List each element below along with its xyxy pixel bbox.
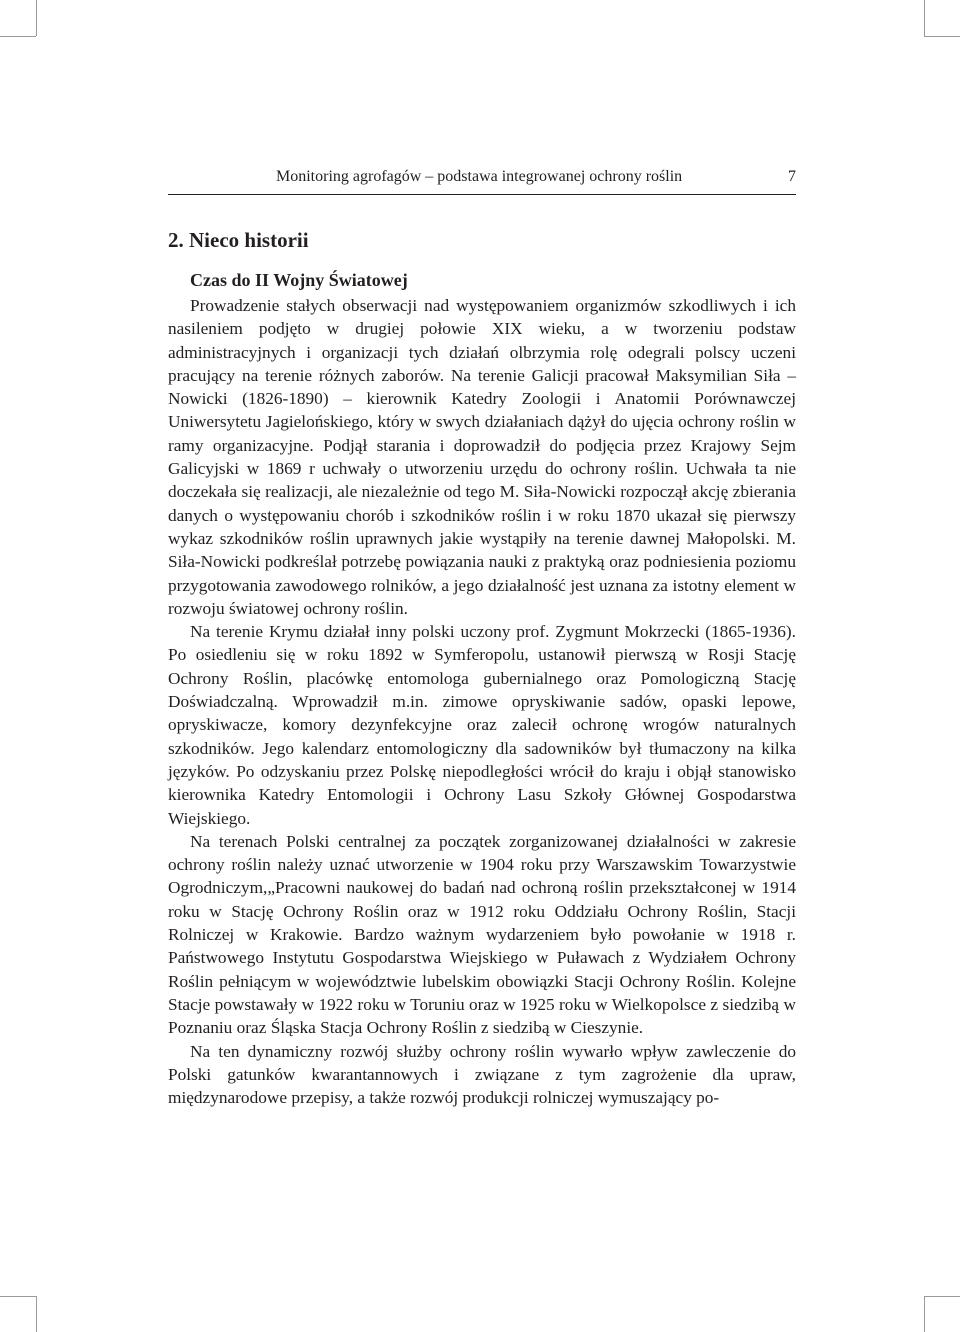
crop-mark-bottom-left [36,1296,37,1332]
header-rule [168,194,796,195]
running-header [168,168,796,192]
paragraph: Na terenach Polski centralnej za początek zorganizowanej działalności w zakresie ochrony roślin należy uznać utworzenie w 1904 roku przy Warszawskim Towarzystwie Ogrodniczym,„Pracowni naukowej do badań nad ochroną roślin przekształconej w 1914 roku w Stację Ochrony Roślin oraz w 1912 roku Oddziału Ochrony Roślin, Stacji Rolniczej w Krakowie. Bardzo ważnym wydarzeniem było powołanie w 1918 r. Państwowego Instytutu Gospodarstwa Wiejskiego w Puławach z Wydziałem Ochrony Roślin pełniącym w województwie lubelskim obowiązki Stacji Ochrony Roślin. Kolejne Stacje powstawały w 1922 roku w Toruniu oraz w 1925 roku w Wielkopolsce z siedzibą w Poznaniu oraz Śląska Stacja Ochrony Roślin z siedzibą w Cieszynie. [168,831,796,1038]
page-content [168,226,796,1109]
crop-mark-bottom-right-h [924,1296,960,1297]
section-title: 2. Nieco historii [168,228,309,252]
paragraph: Na terenie Krymu działał inny polski uczony prof. Zygmunt Mokrzecki (1865-1936). Po osiedleniu się w roku 1892 w Symferopolu, ustanowił pierwszą w Rosji Stację Ochrony Roślin, placówkę entomologa gubernialnego oraz Pomologiczną Stację Doświadczalną. Wprowadził m.in. zimowe opryskiwanie sadów, opaski lepowe, opryskiwacze, komory dezynfekcyjne oraz zalecił ochronę wrogów naturalnych szkodników. Jego kalendarz entomologiczny dla sadowników był tłumaczony na kilka języków. Po odzyskaniu przez Polskę niepodległości wrócił do kraju i objął stanowisko kierownika Katedry Entomologii i Ochrony Lasu Szkoły Głównej Gospodarstwa Wiejskiego. [168,622,796,828]
crop-mark-bottom-left-h [0,1296,36,1297]
paragraph: Na ten dynamiczny rozwój służby ochrony roślin wywarło wpływ zawleczenie do Polski gatunków kwarantannowych i związane z tym zagrożenie dla upraw, międzynarodowe przepisy, a także rozwój produkcji rolniczej wymuszający po- [168,1041,796,1108]
page-number: 7 [788,168,796,185]
crop-mark-top-left [36,0,37,36]
running-header-title: Monitoring agrofagów – podstawa integrowanej ochrony roślin [276,168,683,185]
paragraph: Prowadzenie stałych obserwacji nad występowaniem organizmów szkodliwych i ich nasileniem podjęto w drugiej połowie XIX wieku, a w tworzeniu podstaw administracyjnych i organizacji tych działań olbrzymia rolę odegrali polscy uczeni pracujący na terenie różnych zaborów. Na terenie Galicji pracował Maksymilian Siła – Nowicki (1826-1890) – kierownik Katedry Zoologii i Anatomii Porównawczej Uniwersytetu Jagielońskiego, który w swych działaniach dążył do ujęcia ochrony roślin w ramy organizacyjne. Podjął starania i doprowadził do podjęcia przez Krajowy Sejm Galicyjski w 1869 r uchwały o utworzeniu urzędu do ochrony roślin. Uchwała ta nie doczekała się realizacji, ale niezależnie od tego M. Siła-Nowicki rozpoczął akcję zbierania danych o występowaniu chorób i szkodników roślin i w roku 1870 ukazał się pierwszy wykaz szkodników roślin uprawnych jakie wystąpiły na terenie dawnej Małopolski. M. Siła-Nowicki podkreślał potrzebę powiązania nauki z praktyką oraz podniesienia poziomu przygotowania zawodowego rolników, a jego działalność jest uznana za istotny element w rozwoju światowej ochrony roślin. [168,296,796,618]
crop-mark-top-left-h [0,36,36,37]
crop-mark-bottom-right [924,1296,925,1332]
subsection-title: Czas do II Wojny Światowej [190,270,408,290]
crop-mark-top-right [924,0,925,36]
crop-mark-top-right-h [924,36,960,37]
